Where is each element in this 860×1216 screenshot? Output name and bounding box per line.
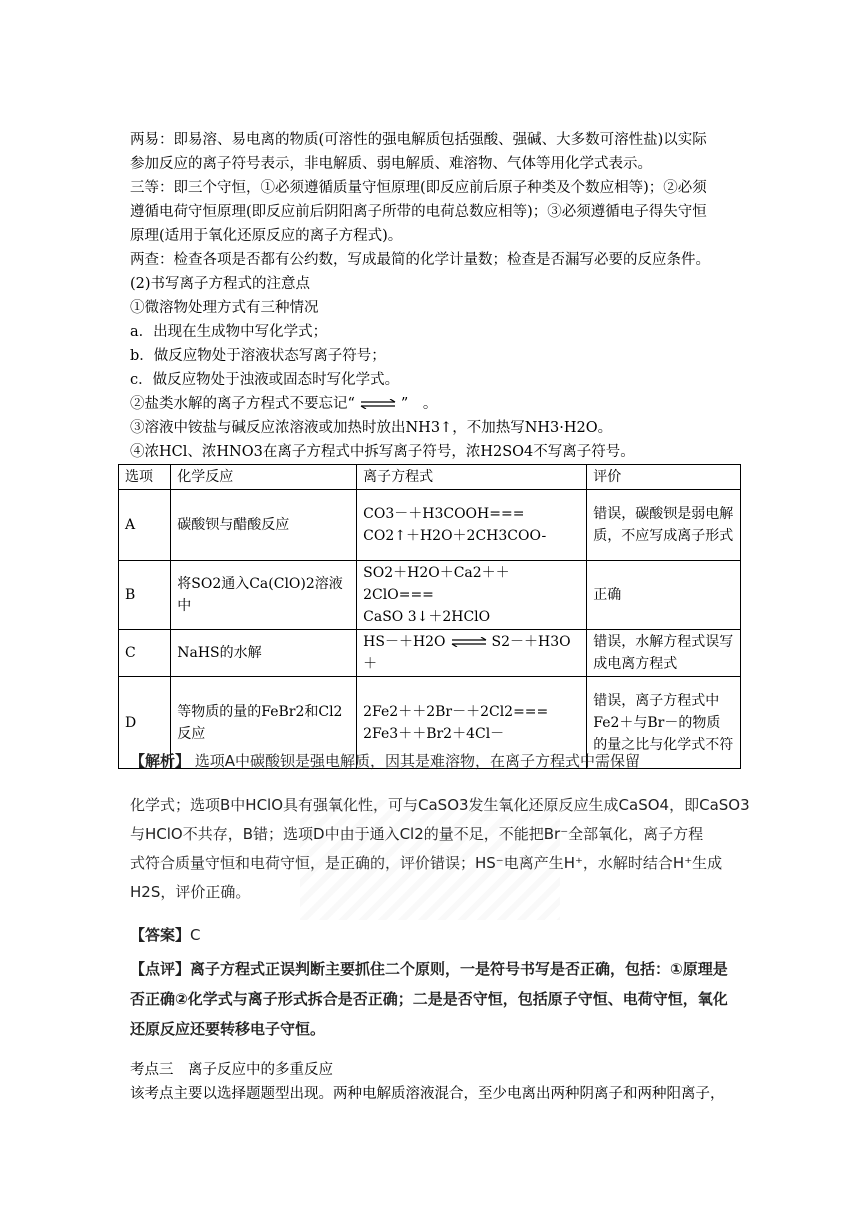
- text-span: ②盐类水解的离子方程式不要忘记“: [130, 396, 355, 412]
- answer-line: [130, 924, 201, 945]
- table-header: 评价: [587, 465, 741, 490]
- comment-first-line: [130, 958, 728, 979]
- equation-line: 2Fe3＋＋Br2＋4Cl－: [363, 725, 505, 742]
- text-line: 该考点主要以选择题题型出现。两种电解质溶液混合，至少电离出两种阴离子和两种阳离子，: [130, 1086, 725, 1102]
- text-line: 两查：检查各项是否都有公约数，写成最简的化学计量数；检查是否漏写必要的反应条件。: [130, 252, 710, 268]
- text-line: c．做反应物处于浊液或固态时写化学式。: [130, 372, 400, 388]
- table-row: [119, 561, 741, 630]
- evaluation-cell: 错误，水解方程式误写成电离方程式: [587, 630, 741, 677]
- analysis-text: 选项A中碳酸钡是强电解质，因其是难溶物，在离子方程式中需保留: [194, 752, 641, 770]
- text-line: ①微溶物处理方式有三种情况: [130, 300, 319, 316]
- evaluation-cell: 正确: [587, 561, 741, 630]
- equation-cell: [357, 630, 587, 677]
- table-row: [119, 630, 741, 677]
- equation-part: S2－＋H3O＋: [363, 634, 571, 672]
- text-line: [130, 392, 437, 416]
- text-line: 参加反应的离子符号表示，非电解质、弱电解质、难溶物、气体等用化学式表示。: [130, 156, 652, 172]
- text-line: ④浓HCl、浓HNO3在离子方程式中拆写离子符号，浓H2SO4不写离子符号。: [130, 444, 635, 460]
- table-row: [119, 490, 741, 561]
- option-cell: C: [119, 630, 171, 677]
- comment-line: 还原反应还要转移电子守恒。: [130, 1020, 326, 1038]
- option-cell: A: [119, 490, 171, 561]
- text-line: 遵循电荷守恒原理(即反应前后阴阳离子所带的电荷总数应相等)；③必须遵循电子得失守恒: [130, 204, 707, 220]
- text-line: (2)书写离子方程式的注意点: [130, 276, 311, 292]
- reaction-cell: 将SO2通入Ca(ClO)2溶液中: [171, 561, 357, 630]
- reaction-cell: 等物质的量的FeBr2和Cl2反应: [171, 677, 357, 769]
- equation-line: SO2＋H2O＋Ca2＋＋2ClO===: [363, 565, 510, 603]
- text-line: 原理(适用于氧化还原反应的离子方程式)。: [130, 228, 403, 244]
- equation-part: HS－＋H2O: [363, 634, 446, 650]
- equilibrium-arrow-icon: [359, 399, 397, 409]
- text-line: b．做反应物处于溶液状态写离子符号；: [130, 348, 386, 364]
- comparison-table: [118, 464, 741, 769]
- reaction-cell: NaHS的水解: [171, 630, 357, 677]
- equation-line: CO3－＋H3COOH===: [363, 506, 525, 522]
- analysis-first-line: [130, 750, 640, 771]
- equation-cell: [357, 490, 587, 561]
- text-line: ③溶液中铵盐与碱反应浓溶液或加热时放出NH3↑，不加热写NH3·H2O。: [130, 420, 613, 436]
- option-cell: D: [119, 677, 171, 769]
- evaluation-cell: 错误，离子方程式中Fe2＋与Br－的物质的量之比与化学式不符: [587, 677, 741, 769]
- text-span: ” 。: [400, 396, 438, 412]
- equation-cell: [357, 561, 587, 630]
- reaction-cell: 碳酸钡与醋酸反应: [171, 490, 357, 561]
- answer-value: C: [190, 926, 201, 944]
- analysis-line: H2S，评价正确。: [130, 883, 251, 901]
- analysis-line: 与HClO不共存，B错；选项D中由于通入Cl2的量不足，不能把Br⁻全部氧化，离子方程: [130, 825, 704, 843]
- analysis-label: 【解析】: [130, 752, 191, 770]
- answer-label: 【答案】: [130, 926, 191, 944]
- equation-line: CaSO 3↓＋2HClO: [363, 609, 491, 625]
- text-line: 两易：即易溶、易电离的物质(可溶性的强电解质包括强酸、强碱、大多数可溶性盐)以实际: [130, 132, 707, 148]
- comment-label: 【点评】: [130, 960, 191, 978]
- text-line: 三等：即三个守恒，①必须遵循质量守恒原理(即反应前后原子种类及个数应相等)；②必须: [130, 180, 707, 196]
- table-header: 化学反应: [171, 465, 357, 490]
- text-line: a．出现在生成物中写化学式；: [130, 324, 328, 340]
- equation-line: CO2↑＋H2O＋2CH3COO-: [363, 528, 547, 544]
- analysis-line: 式符合质量守恒和电荷守恒，是正确的，评价错误；HS⁻电离产生H⁺，水解时结合H⁺生成: [130, 854, 723, 872]
- option-cell: B: [119, 561, 171, 630]
- equilibrium-arrow-icon: [450, 637, 488, 647]
- section-title: 考点三 离子反应中的多重反应: [130, 1062, 333, 1078]
- table-header-row: [119, 465, 741, 490]
- table-header: 选项: [119, 465, 171, 490]
- evaluation-cell: 错误，碳酸钡是弱电解质，不应写成离子形式: [587, 490, 741, 561]
- comment-text: 离子方程式正误判断主要抓住二个原则，一是符号书写是否正确，包括：①原理是: [190, 960, 728, 978]
- table-header: 离子方程式: [357, 465, 587, 490]
- analysis-line: 化学式；选项B中HClO具有强氧化性，可与CaSO3发生氧化还原反应生成CaSO4，即CaSO3: [130, 796, 750, 814]
- equation-line: 2Fe2＋＋2Br－＋2Cl2===: [363, 703, 549, 720]
- comment-line: 否正确②化学式与离子形式拆合是否正确；二是是否守恒，包括原子守恒、电荷守恒，氧化: [130, 990, 728, 1008]
